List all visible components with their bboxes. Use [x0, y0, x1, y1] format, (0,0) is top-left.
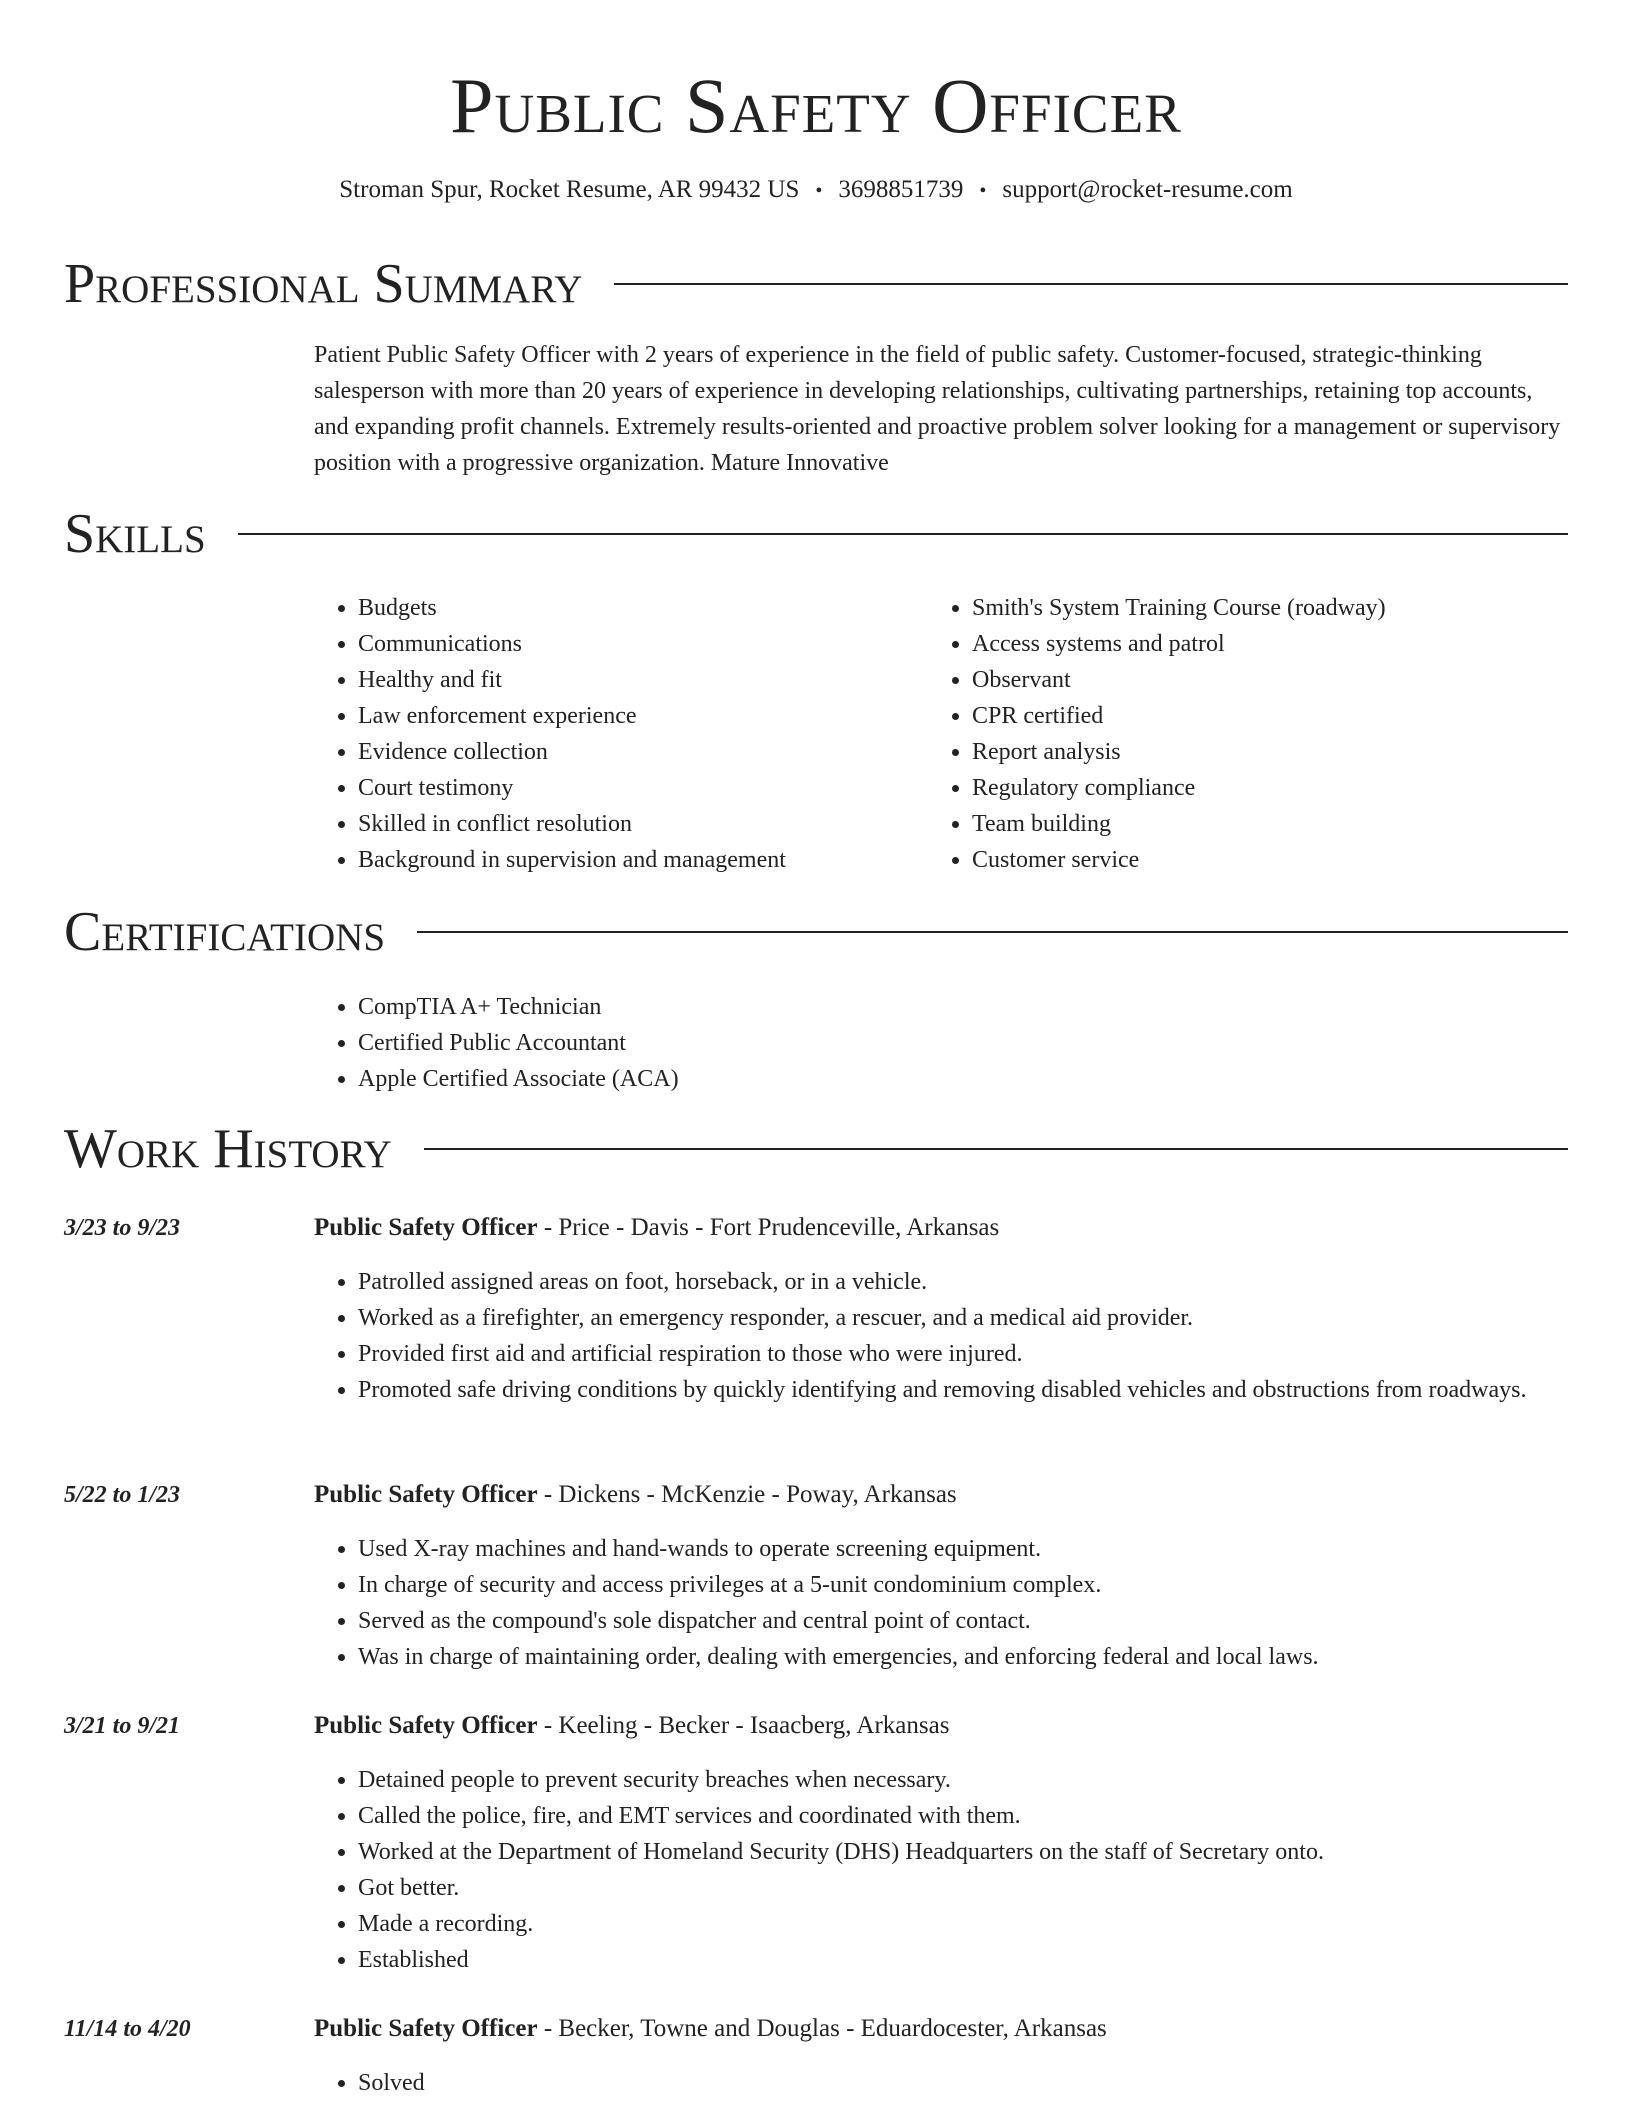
- job-dates: 11/14 to 4/20: [64, 2016, 191, 2042]
- job-duty: • Worked at the Department of Homeland Security (DHS) Headquarters on the staff of Secretary onto.: [358, 1834, 1568, 1870]
- skill-item: • Regulatory compliance: [972, 770, 1568, 806]
- certification-item: • Apple Certified Associate (ACA): [358, 1061, 679, 1097]
- skill-item: • CPR certified: [972, 698, 1568, 734]
- section-divider: [417, 931, 1568, 933]
- job-heading: [314, 1210, 1568, 1246]
- section-header-work-history: [64, 1117, 1568, 1181]
- job-duty: • Solved: [358, 2065, 1568, 2101]
- job-duty: • Provided first aid and artificial respiration to those who were injured.: [358, 1336, 1568, 1372]
- job-duties-list: [314, 1531, 1568, 1675]
- section-title-summary: Professional Summary: [64, 253, 583, 315]
- job-duties-list: [314, 2065, 1568, 2101]
- skill-item: • Access systems and patrol: [972, 626, 1568, 662]
- job-duty: • Patrolled assigned areas on foot, horseback, or in a vehicle.: [358, 1264, 1568, 1300]
- skill-item: • Communications: [358, 626, 914, 662]
- section-title-work-history: Work History: [64, 1118, 392, 1180]
- section-header-skills: [64, 502, 1568, 566]
- job-duties: [314, 1264, 1568, 1408]
- contact-line: [0, 172, 1632, 209]
- job-duty: • Made a recording.: [358, 1906, 1568, 1942]
- job-dates: 3/21 to 9/21: [64, 1713, 181, 1739]
- skill-item: • Observant: [972, 662, 1568, 698]
- job-duty: • Got better.: [358, 1870, 1568, 1906]
- certifications-list: [314, 989, 679, 1097]
- skills-list-right: [928, 590, 1568, 878]
- skill-item: • Evidence collection: [358, 734, 914, 770]
- job-employer: - Price - Davis - Fort Prudenceville, Arkansas: [537, 1214, 1000, 1241]
- job-title: Public Safety Officer: [314, 1712, 538, 1739]
- certification-item: • CompTIA A+ Technician: [358, 989, 679, 1025]
- job-employer: - Keeling - Becker - Isaacberg, Arkansas: [537, 1712, 950, 1739]
- skill-item: • Smith's System Training Course (roadway): [972, 590, 1568, 626]
- job-duty: • Called the police, fire, and EMT services and coordinated with them.: [358, 1798, 1568, 1834]
- job-title: Public Safety Officer: [314, 1481, 538, 1508]
- certification-item: • Certified Public Accountant: [358, 1025, 679, 1061]
- job-duties: [314, 1762, 1568, 1978]
- job-dates: 5/22 to 1/23: [64, 1482, 181, 1508]
- job-duties-list: [314, 1762, 1568, 1978]
- contact-separator: •: [979, 180, 987, 202]
- job-duty: • Worked as a firefighter, an emergency responder, a rescuer, and a medical aid provider.: [358, 1300, 1568, 1336]
- section-divider: [238, 533, 1568, 535]
- section-title-certifications: Certifications: [64, 901, 386, 963]
- job-duty: • Detained people to prevent security breaches when necessary.: [358, 1762, 1568, 1798]
- job-duty: • Established: [358, 1942, 1568, 1978]
- contact-address: Stroman Spur, Rocket Resume, AR 99432 US: [339, 176, 800, 203]
- job-employer: - Becker, Towne and Douglas - Eduardocester, Arkansas: [537, 2015, 1107, 2042]
- job-title: Public Safety Officer: [314, 1214, 538, 1241]
- skill-item: • Customer service: [972, 842, 1568, 878]
- job-duties: [314, 1531, 1568, 1675]
- section-header-certifications: [64, 900, 1568, 964]
- job-title: Public Safety Officer: [314, 2015, 538, 2042]
- skill-item: • Background in supervision and management: [358, 842, 914, 878]
- job-duty: • Promoted safe driving conditions by quickly identifying and removing disabled vehicles and obstructions from roadways.: [358, 1372, 1568, 1408]
- contact-separator: •: [815, 180, 823, 202]
- skill-item: • Law enforcement experience: [358, 698, 914, 734]
- skill-item: • Budgets: [358, 590, 914, 626]
- job-duty: • In charge of security and access privileges at a 5-unit condominium complex.: [358, 1567, 1568, 1603]
- skill-item: • Team building: [972, 806, 1568, 842]
- job-duty: • Was in charge of maintaining order, dealing with emergencies, and enforcing federal and local laws.: [358, 1639, 1568, 1675]
- skills-list-left: [314, 590, 914, 878]
- job-dates: 3/23 to 9/23: [64, 1215, 181, 1241]
- job-employer: - Dickens - McKenzie - Poway, Arkansas: [537, 1481, 957, 1508]
- section-title-skills: Skills: [64, 503, 206, 565]
- skills-column-right: [928, 590, 1568, 878]
- skill-item: • Healthy and fit: [358, 662, 914, 698]
- skills-column-left: [314, 590, 914, 878]
- section-divider: [614, 283, 1568, 285]
- contact-email[interactable]: support@rocket-resume.com: [1002, 176, 1293, 203]
- job-heading: [314, 1477, 1568, 1513]
- skill-item: • Report analysis: [972, 734, 1568, 770]
- job-heading: [314, 2011, 1568, 2047]
- job-duty: • Served as the compound's sole dispatcher and central point of contact.: [358, 1603, 1568, 1639]
- job-duty: • Used X-ray machines and hand-wands to operate screening equipment.: [358, 1531, 1568, 1567]
- skill-item: • Court testimony: [358, 770, 914, 806]
- job-duties-list: [314, 1264, 1568, 1408]
- certifications-block: [314, 989, 679, 1097]
- job-heading: [314, 1708, 1568, 1744]
- job-duties: [314, 2065, 1568, 2101]
- resume-name: Public Safety Officer: [450, 62, 1182, 149]
- summary-text: Patient Public Safety Officer with 2 years of experience in the field of public safety. Customer-focused, strategic-thinking salesperson with more than 20 years of experience in developing relationships, cultivating partnerships, retaining top accounts, and expanding profit channels. Extremely results-oriented and proactive problem solver looking for a management or supervisory position with a progressive organization. Mature Innovative: [314, 342, 1561, 476]
- section-divider: [424, 1148, 1568, 1150]
- contact-phone: 3698851739: [838, 176, 964, 203]
- section-header-summary: [64, 252, 1568, 316]
- skill-item: • Skilled in conflict resolution: [358, 806, 914, 842]
